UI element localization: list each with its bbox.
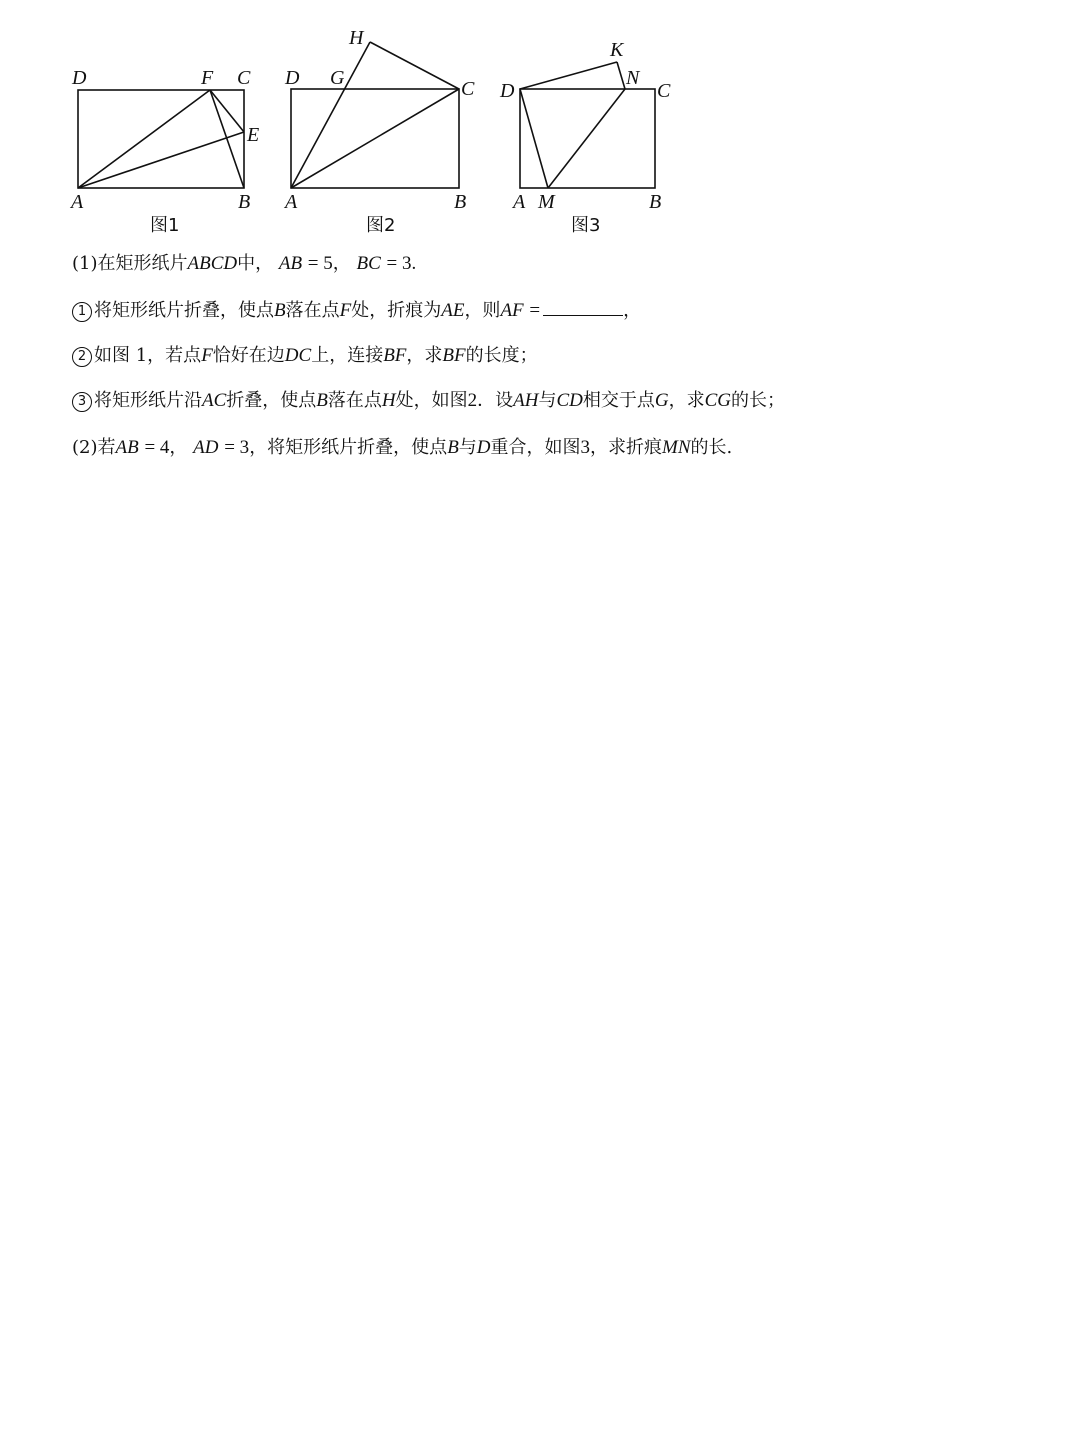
fig1-segment-fe — [210, 90, 244, 132]
q1a-text: 处，折痕为 — [351, 300, 442, 321]
q2-text: (2)若 — [72, 437, 116, 458]
fig3-segment-dk — [520, 62, 617, 89]
q1-text: (1)在矩形纸片 — [72, 253, 188, 274]
fig3-caption: 图3 — [571, 215, 601, 236]
q1b-text: 的长度； — [465, 345, 538, 366]
circled-number: 3 — [72, 392, 92, 412]
fig2-caption: 图2 — [366, 215, 396, 236]
q1c-text: 折叠，使点 — [226, 390, 317, 411]
q2-var-b: B — [447, 437, 459, 458]
q2-text: 的长. — [690, 437, 733, 458]
q2-var-mn: MN — [662, 437, 691, 458]
fig3-label-m: M — [538, 191, 555, 213]
q1b-text: 恰好在边 — [212, 345, 285, 366]
q1c-var-ac: AC — [202, 390, 227, 411]
q1a-var-b: B — [274, 300, 286, 321]
q1a-text: ， — [623, 300, 642, 321]
question-1 — [72, 252, 416, 276]
q1a-equals: = — [529, 300, 541, 321]
fig1-label-b: B — [238, 191, 251, 213]
q1b-var-bf: BF — [383, 345, 407, 366]
q1c-var-h: H — [381, 390, 396, 411]
q1c-var-cg: CG — [704, 390, 731, 411]
fig3-segment-kn — [617, 62, 625, 89]
q1a-var-ae: AE — [441, 300, 465, 321]
fig2-label-g: G — [330, 67, 345, 89]
fig1-segment-af — [78, 90, 210, 188]
fig3-label-n: N — [626, 67, 640, 89]
circled-number: 1 — [72, 302, 92, 322]
circled-number: 2 — [72, 347, 92, 367]
fig3-label-k: K — [610, 39, 624, 61]
fig1-segment-ae — [78, 132, 244, 188]
q1c-text: 相交于点 — [582, 390, 655, 411]
q1c-text: 与 — [538, 390, 557, 411]
q1-text: . — [411, 253, 417, 274]
question-1-part-3 — [72, 389, 785, 413]
figures — [0, 0, 1080, 250]
answer-blank[interactable] — [543, 301, 623, 316]
q2-figure-number: 3 — [580, 437, 591, 458]
q1a-var-af: AF — [500, 300, 524, 321]
fig2-segment-ac — [291, 89, 459, 188]
q1b-text: 上，连接 — [311, 345, 384, 366]
q1-text: ， — [332, 253, 351, 274]
fig2-label-a: A — [285, 191, 298, 213]
q1c-var-g: G — [654, 390, 669, 411]
q2-text: ，将矩形纸片折叠，使点 — [249, 437, 448, 458]
fig3-label-d: D — [500, 80, 515, 102]
q1a-text: 落在点 — [285, 300, 340, 321]
fig2-label-h: H — [349, 27, 364, 49]
q2-value-ab: = 4 — [144, 437, 170, 458]
fig2-label-b: B — [454, 191, 467, 213]
fig2-segment-hc — [370, 42, 459, 89]
fig3-segment-nm — [548, 89, 625, 188]
fig1-label-f: F — [201, 67, 214, 89]
q1-text: 中， — [237, 253, 274, 274]
q1c-var-ah: AH — [513, 390, 539, 411]
fig3-label-a: A — [513, 191, 526, 213]
q1c-text: ，求 — [668, 390, 705, 411]
q1b-var-dc: DC — [284, 345, 312, 366]
q1-value-ab: = 5 — [307, 253, 333, 274]
q2-var-d: D — [476, 437, 491, 458]
q1b-text: 如图 1，若点 — [94, 345, 202, 366]
fig1-caption: 图1 — [150, 215, 180, 236]
q1a-text: 将矩形纸片折叠，使点 — [94, 300, 274, 321]
q1c-text: ．设 — [477, 390, 514, 411]
fig1-label-a: A — [71, 191, 84, 213]
q1-value-bc: = 3 — [386, 253, 412, 274]
q1b-var-f: F — [201, 345, 213, 366]
fig2-segment-ah — [291, 42, 370, 188]
q1a-var-f: F — [339, 300, 352, 321]
fig1-label-d: D — [72, 67, 87, 89]
q2-text: 与 — [458, 437, 477, 458]
q1c-var-b: B — [316, 390, 328, 411]
fig3-label-b: B — [649, 191, 662, 213]
question-1-part-1 — [72, 299, 641, 323]
q2-var-ab: AB — [115, 437, 139, 458]
q2-var-ad: AD — [193, 437, 219, 458]
fig1-label-c: C — [237, 67, 251, 89]
q2-text: 重合，如图 — [490, 437, 581, 458]
figure-1 — [69, 67, 259, 236]
q1c-text: 将矩形纸片沿 — [94, 390, 202, 411]
q1b-var-bf: BF — [442, 345, 466, 366]
q1c-figure-number: 2 — [467, 390, 478, 411]
fig1-rectangle — [78, 90, 244, 188]
fig1-segment-fb — [210, 90, 244, 188]
q1-var-abcd: ABCD — [187, 253, 238, 274]
q2-text: ，求折痕 — [590, 437, 663, 458]
q1-var-ab: AB — [278, 253, 303, 274]
figure-3 — [499, 39, 671, 236]
question-2 — [72, 436, 732, 460]
fig2-label-c: C — [461, 78, 475, 100]
q1c-var-cd: CD — [556, 390, 583, 411]
q2-text: ， — [169, 437, 188, 458]
fig3-label-c: C — [657, 80, 671, 102]
fig1-label-e: E — [247, 124, 260, 146]
fig2-label-d: D — [285, 67, 300, 89]
question-1-part-2 — [72, 344, 538, 368]
q1c-text: 处，如图 — [395, 390, 468, 411]
q2-value-ad: = 3 — [224, 437, 250, 458]
q1c-text: 落在点 — [327, 390, 382, 411]
q1a-text: ，则 — [464, 300, 501, 321]
fig3-segment-dm — [520, 89, 548, 188]
figure-2 — [283, 27, 475, 236]
q1c-text: 的长； — [731, 390, 785, 411]
q1-var-bc: BC — [356, 253, 381, 274]
q1b-text: ，求 — [406, 345, 443, 366]
